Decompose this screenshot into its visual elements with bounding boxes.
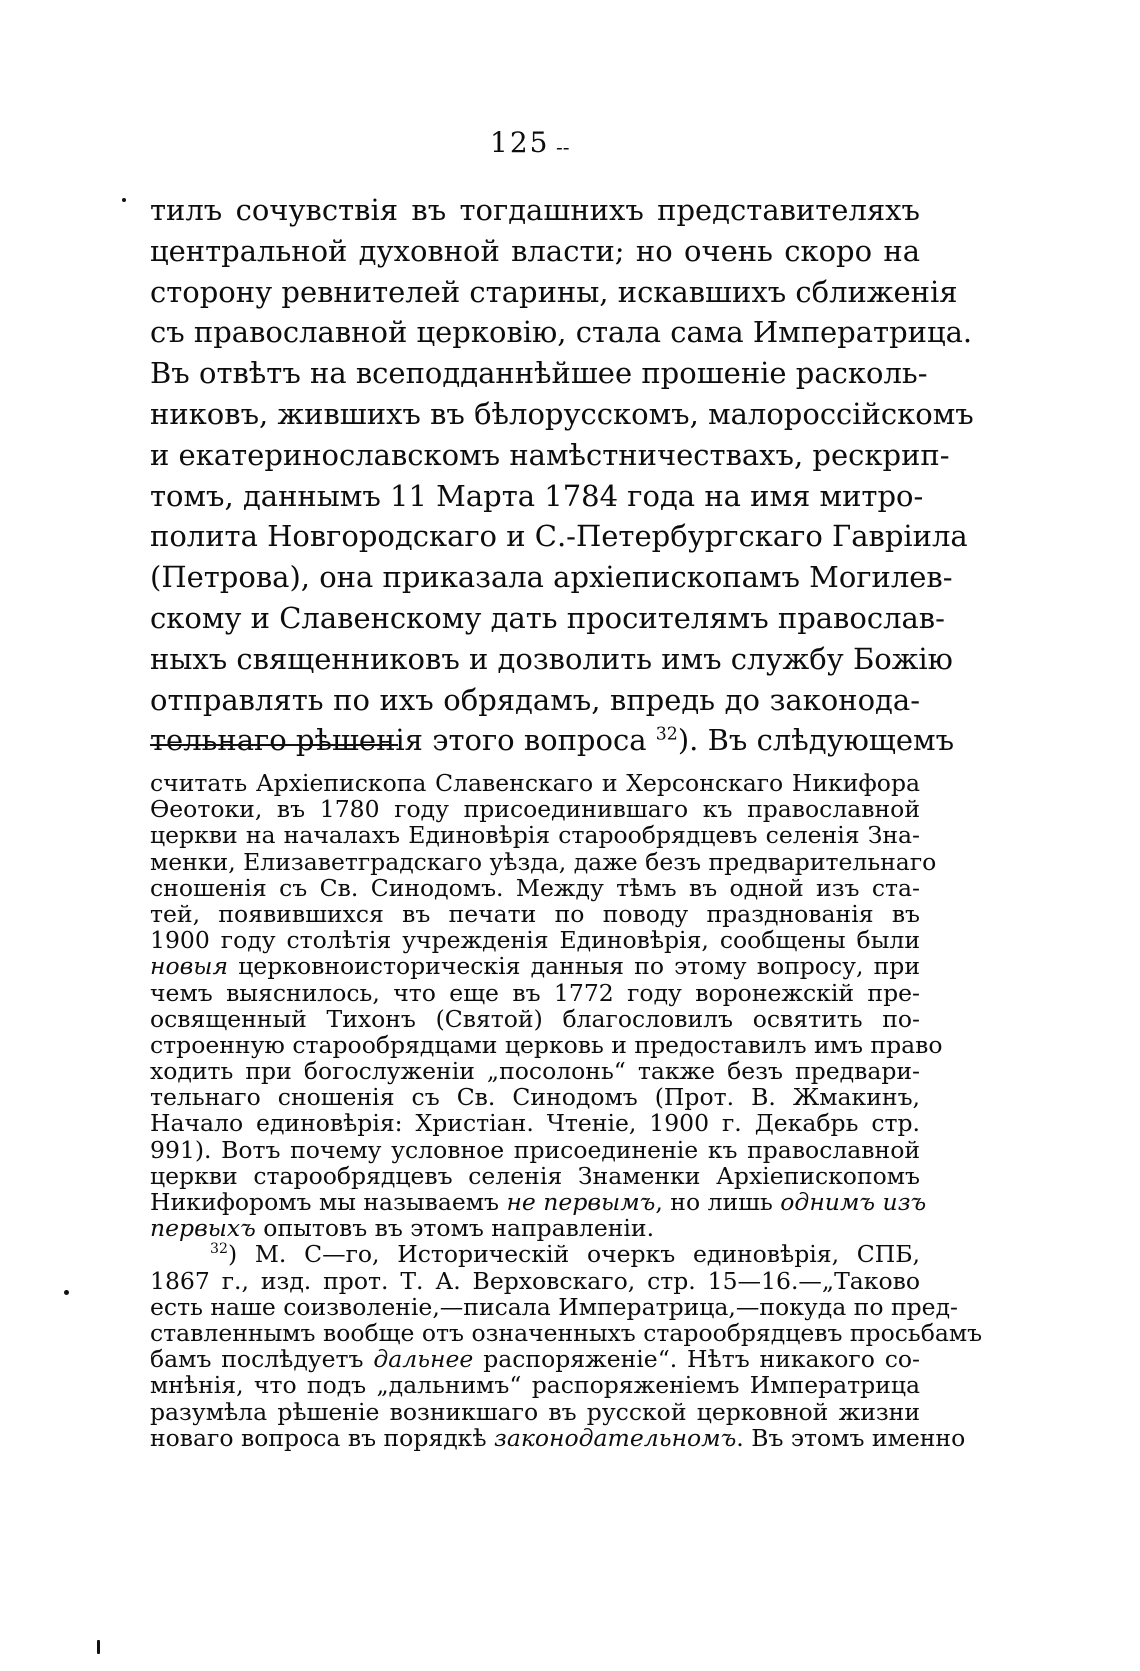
footnote-separator (150, 744, 398, 746)
main-line: ныхъ священниковъ и дозволить имъ службу Божію (150, 641, 953, 676)
main-line: Въ отвѣтъ на всеподданнѣйшее прошеніе расколь- (150, 356, 928, 391)
main-line-last (150, 720, 955, 761)
footnote-line: 1900 году столѣтія учрежденія Единовѣрія, сообщены были (150, 926, 920, 955)
scan-speck (97, 1640, 100, 1654)
footnote-line: ходить при богослуженіи „посолонь“ также безъ предвари- (150, 1057, 920, 1086)
page-number-mark: -- (556, 135, 570, 159)
main-line: и екатеринославскомъ намѣстничествахъ, рескрип- (150, 437, 950, 472)
page-number: 125 (490, 126, 550, 159)
footnote-line: тей, появившихся въ печати по поводу празднованія въ (150, 899, 920, 928)
footnote-32-line: разумѣла рѣшеніе возникшаго въ русской церковной жизни (150, 1397, 920, 1426)
main-line: съ православной церковію, стала сама Императрица. (150, 315, 973, 350)
footnote-line: сношенія съ Св. Синодомъ. Между тѣмъ въ одной изъ ста- (150, 873, 920, 902)
footnote-line (150, 1188, 927, 1216)
main-line: полита Новгородскаго и С.-Петербургскаго Гавріила (150, 519, 968, 554)
italic-text: первыхъ (150, 1214, 256, 1243)
footnote-line: Ѳеотоки, въ 1780 году присоединившаго къ православной (150, 795, 920, 824)
footnote-text: , но лишь (655, 1188, 781, 1216)
footnote-32-line (150, 1241, 920, 1267)
footnote-line: церкви старообрядцевъ селенія Знаменки Архіепископомъ (150, 1161, 920, 1190)
main-line: скому и Славенскому дать просителямъ православ- (150, 600, 945, 635)
footnote-reference-32[interactable]: 32 (655, 724, 678, 745)
footnote-line: освященный Тихонъ (Святой) благословилъ освятить по- (150, 1004, 920, 1033)
footnote-text: ) М. С—го, Историческій очеркъ единовѣрія, СПБ, (227, 1240, 920, 1269)
scan-speck (122, 198, 126, 202)
italic-text: однимъ изъ (780, 1188, 927, 1216)
main-line: томъ, даннымъ 11 Марта 1784 года на имя митро- (150, 478, 924, 513)
main-line: сторону ревнителей старины, искавшихъ сближенія (150, 274, 958, 309)
footnote-text: Никифоромъ мы называемъ (150, 1188, 507, 1216)
footnote-32-line: ставленнымъ вообще отъ означенныхъ старообрядцевъ просьбамъ (150, 1318, 983, 1347)
footnote-text: опытовъ въ этомъ направленіи. (255, 1214, 655, 1243)
footnote-line: 991). Вотъ почему условное присоединеніе къ православной (150, 1135, 920, 1164)
scan-speck (64, 1290, 69, 1295)
main-line: тилъ сочувствія въ тогдашнихъ представителяхъ (150, 193, 920, 227)
main-line-text: тельнаго рѣшенія этого вопроса (150, 723, 656, 758)
main-line: центральной духовной власти; но очень скоро на (150, 233, 920, 268)
footnote-text: церковноисторическія данныя по этому вопросу, при (228, 952, 920, 981)
footnote-line: считать Архіепископа Славенскаго и Херсонскаго Никифора (150, 769, 920, 797)
italic-text: не первымъ (506, 1188, 656, 1216)
main-line: (Петрова), она приказала архіепископамъ Могилев- (150, 560, 953, 595)
footnote-32-line (150, 1423, 966, 1452)
footnotes (150, 769, 983, 1452)
footnote-line (150, 953, 920, 979)
italic-text: законодательномъ (494, 1423, 737, 1452)
main-line-text: ). Въ слѣдующемъ (677, 723, 955, 758)
footnote-number-32: 32 (210, 1241, 228, 1258)
footnote-line: менки, Елизаветградскаго уѣзда, даже безъ предварительнаго (150, 847, 937, 876)
footnote-line (150, 1215, 920, 1241)
footnote-text: бамъ послѣдуетъ (150, 1345, 374, 1374)
main-text (150, 190, 974, 761)
footnote-text: новаго вопроса въ порядкѣ (150, 1423, 494, 1452)
footnote-line: церкви на началахъ Единовѣрія старообрядцевъ селенія Зна- (150, 821, 920, 850)
italic-text: дальнее (373, 1345, 474, 1374)
footnote-32-line: есть наше соизволеніе,—писала Императрица,—покуда по пред- (150, 1292, 958, 1321)
footnote-line: строенную старообрядцами церковь и предоставилъ имъ право (150, 1030, 943, 1059)
footnote-line: Начало единовѣрія: Христіан. Чтеніе, 1900 г. Декабрь стр. (150, 1109, 920, 1138)
footnote-32-line (150, 1346, 920, 1372)
footnote-32-line: мнѣнія, что подъ „дальнимъ“ распоряженіемъ Императрица (150, 1371, 920, 1400)
footnote-line: тельнаго сношенія съ Св. Синодомъ (Прот. В. Жмакинъ, (150, 1083, 920, 1112)
footnote-text: . Въ этомъ именно (736, 1423, 966, 1452)
main-line: никовъ, жившихъ въ бѣлорусскомъ, малороссійскомъ (150, 396, 974, 431)
footnote-32-line: 1867 г., изд. прот. Т. А. Верховскаго, стр. 15—16.—„Таково (150, 1266, 920, 1295)
main-line: отправлять по ихъ обрядамъ, впредь до законода- (150, 682, 920, 717)
footnote-line: чемъ выяснилось, что еще въ 1772 году воронежскій пре- (150, 978, 920, 1007)
footnote-text: распоряженіе“. Нѣтъ никакого со- (473, 1345, 920, 1374)
italic-text: новыя (150, 952, 229, 981)
